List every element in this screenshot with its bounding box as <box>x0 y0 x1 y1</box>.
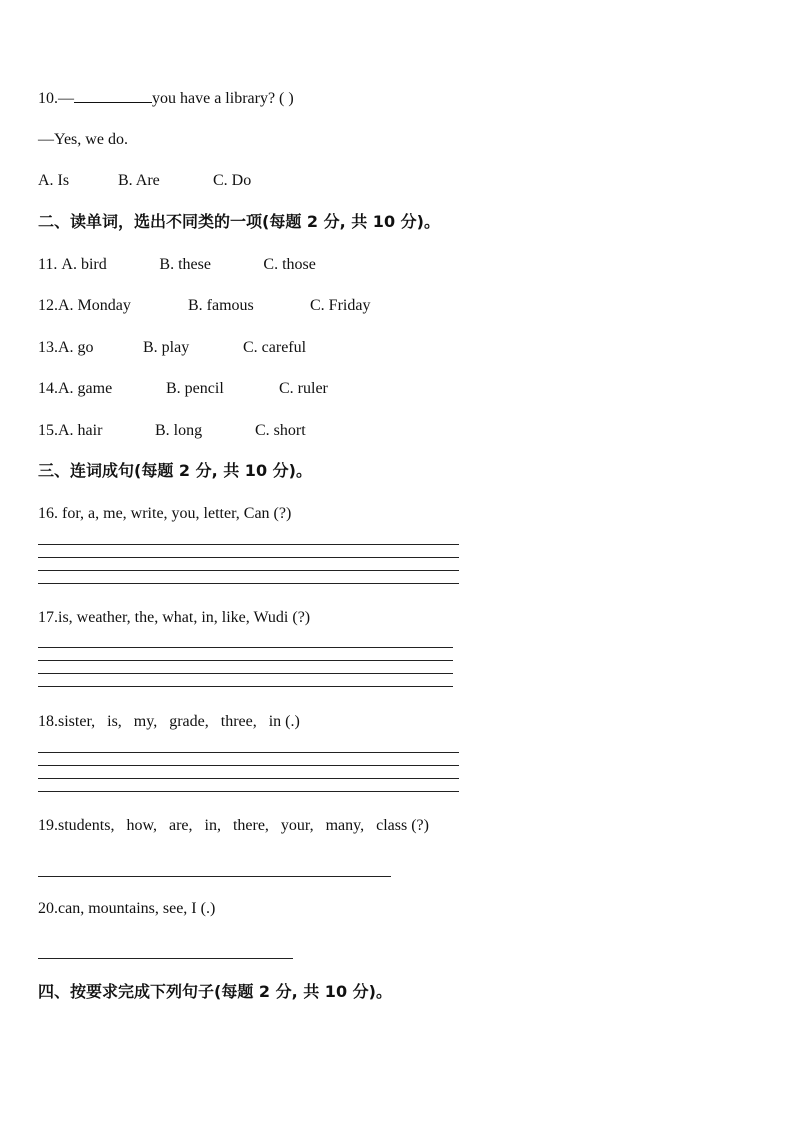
q11-option-c: C. those <box>263 256 316 273</box>
answer-line[interactable] <box>38 673 453 674</box>
answer-line[interactable] <box>38 570 459 571</box>
answer-line[interactable] <box>38 647 453 648</box>
section-3-heading: 三、连词成句(每题 2 分, 共 10 分)。 <box>38 461 312 480</box>
q13-option-a: A. go <box>58 339 94 356</box>
q10-option-a: A. Is <box>38 172 70 189</box>
q13-option-b: B. play <box>143 339 190 356</box>
question-13 <box>38 338 306 358</box>
question-18: 18.sister, is, my, grade, three, in (.) <box>38 713 300 730</box>
q11-option-b: B. these <box>159 256 211 273</box>
answer-line[interactable] <box>38 752 459 753</box>
q14-number: 14. <box>38 380 58 397</box>
q11-number: 11 <box>38 256 54 273</box>
q16-answer-lines[interactable] <box>38 544 459 584</box>
question-11: 11. A. bird B. these C. those <box>38 256 316 273</box>
q14-option-c: C. ruler <box>279 380 328 397</box>
q12-option-a: A. Monday <box>58 297 131 314</box>
answer-line[interactable] <box>38 583 459 584</box>
answer-line[interactable] <box>38 686 453 687</box>
q12-option-b: B. famous <box>188 297 254 314</box>
q14-option-b: B. pencil <box>166 380 224 397</box>
section-2-heading: 二、读单词，选出不同类的一项(每题 2 分, 共 10 分)。 <box>38 212 440 231</box>
q10-option-c: C. Do <box>213 172 252 189</box>
question-19: 19.students, how, are, in, there, your, many, class (?) <box>38 817 429 834</box>
q17-answer-lines[interactable] <box>38 647 453 687</box>
question-20: 20.can, mountains, see, I (.) <box>38 900 216 917</box>
q15-option-b: B. long <box>155 422 203 439</box>
q14-option-a: A. game <box>58 380 113 397</box>
question-15 <box>38 421 306 441</box>
q13-number: 13. <box>38 339 58 356</box>
question-14 <box>38 379 328 399</box>
q10-answer: —Yes, we do. <box>38 131 128 148</box>
answer-line[interactable] <box>38 765 459 766</box>
question-16: 16. for, a, me, write, you, letter, Can (?) <box>38 505 292 522</box>
answer-line[interactable] <box>38 958 293 959</box>
q20-answer-lines[interactable] <box>38 958 293 959</box>
answer-line[interactable] <box>38 876 391 877</box>
q11-option-a: A. bird <box>61 256 107 273</box>
q10-prefix: 10.— <box>38 90 74 107</box>
q15-option-a: A. hair <box>58 422 103 439</box>
q18-answer-lines[interactable] <box>38 752 459 792</box>
q15-option-c: C. short <box>255 422 306 439</box>
q12-number: 12. <box>38 297 58 314</box>
q10-suffix: you have a library? ( ) <box>152 90 294 107</box>
q13-option-c: C. careful <box>243 339 307 356</box>
answer-line[interactable] <box>38 660 453 661</box>
answer-line[interactable] <box>38 544 459 545</box>
question-10 <box>38 88 294 109</box>
question-17: 17.is, weather, the, what, in, like, Wudi (?) <box>38 609 311 626</box>
q10-blank <box>74 88 152 103</box>
answer-line[interactable] <box>38 791 459 792</box>
q19-answer-lines[interactable] <box>38 876 391 877</box>
question-12 <box>38 296 370 316</box>
q10-options <box>38 171 251 191</box>
q12-option-c: C. Friday <box>310 297 371 314</box>
section-4-heading: 四、按要求完成下列句子(每题 2 分, 共 10 分)。 <box>38 982 392 1001</box>
q15-number: 15. <box>38 422 58 439</box>
answer-line[interactable] <box>38 557 459 558</box>
q10-option-b: B. Are <box>118 172 160 189</box>
answer-line[interactable] <box>38 778 459 779</box>
